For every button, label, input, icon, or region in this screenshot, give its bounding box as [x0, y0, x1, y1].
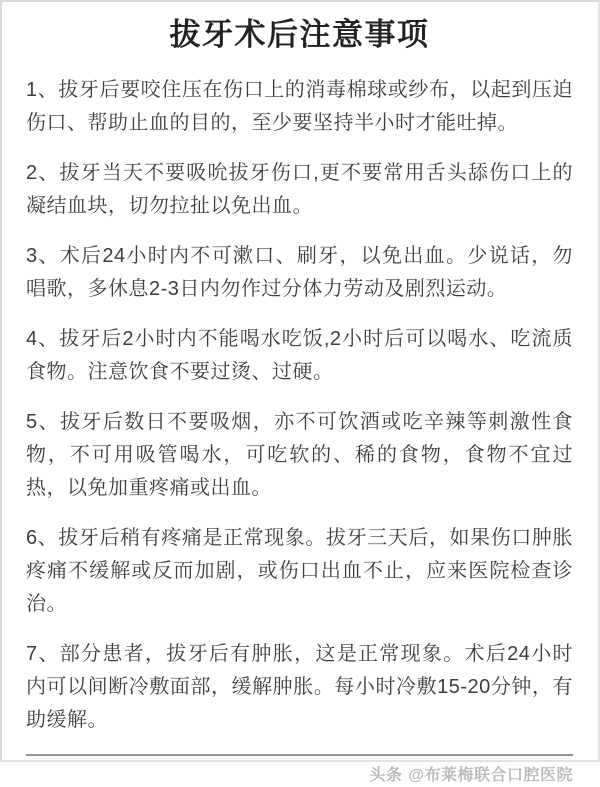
instruction-item-7: 7、部分患者，拔牙后有肿胀，这是正常现象。术后24小时内可以间断冷敷面部，缓解肿胀。每小时冷敷15-20分钟，有助缓解。	[26, 643, 573, 731]
instruction-item-5: 5、拔牙后数日不要吸烟，亦不可饮酒或吃辛辣等刺激性食物，不可用吸管喝水，可吃软的、稀的食物，食物不宜过热，以免加重疼痛或出血。	[26, 411, 573, 499]
footer-divider	[26, 754, 573, 756]
watermark	[26, 765, 573, 787]
toutiao-watermark-logo: 头条	[369, 767, 403, 784]
instruction-item-4: 4、拔牙后2小时内不能喝水吃饭,2小时后可以喝水、吃流质食物。注意饮食不要过烫、过硬。	[26, 328, 573, 383]
instruction-item-2: 2、拔牙当天不要吸吮拔牙伤口,更不要常用舌头舔伤口上的凝结血块，切勿拉扯以免出血。	[26, 162, 573, 217]
instruction-item-3: 3、术后24小时内不可漱口、刷牙，以免出血。少说话，勿唱歌，多休息2-3日内勿作过分体力劳动及剧烈运动。	[26, 245, 573, 300]
page-title: 拔牙术后注意事项	[169, 17, 430, 52]
instruction-item-1: 1、拔牙后要咬住压在伤口上的消毒棉球或纱布，以起到压迫伤口、帮助止血的目的，至少要坚持半小时才能吐掉。	[26, 79, 573, 134]
instruction-item-6: 6、拔牙后稍有疼痛是正常现象。拔牙三天后，如果伤口肿胀疼痛不缓解或反而加剧，或伤口出血不止，应来医院检查诊治。	[26, 527, 573, 615]
watermark-account: @布莱梅联合口腔医院	[408, 767, 573, 784]
